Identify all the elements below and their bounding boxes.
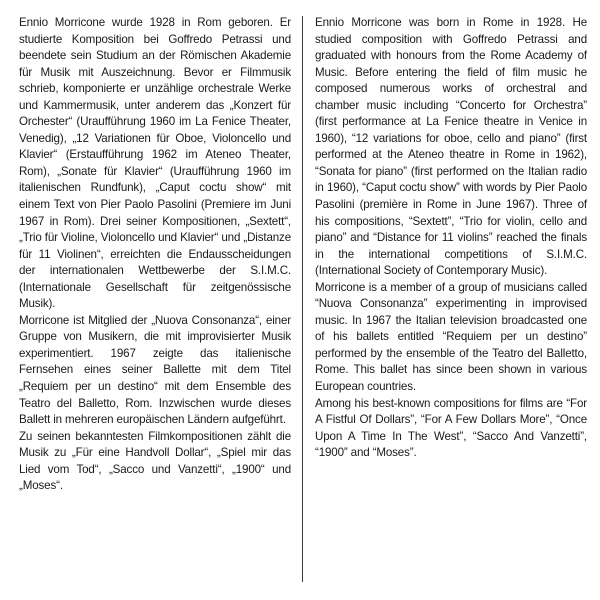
column-divider (302, 16, 303, 582)
german-paragraph-filmography: Zu seinen bekanntesten Filmkompositionen zählt die Musik zu „Für eine Handvoll Dollar“, „Spiel mir das Lied vom Tod“, „Sacco und Vanzetti“, „1900“ und „Moses“. (19, 429, 291, 493)
german-paragraph-consonanza: Morricone ist Mitglied der „Nuova Consonanza“, einer Gruppe von Musikern, die mit improvisierter Musik experimentiert. 1967 zeigte das italienische Fernsehen eines seiner Ballette mit dem Titel „Requiem per un destino“ mit dem Ensemble des Teatro del Balletto, Rom. Inzwischen wurde dieses Ballett in mehreren europäischen Ländern aufgeführt. (19, 313, 291, 427)
english-paragraph-consonanza: Morricone is a member of a group of musicians called “Nuova Consonanza” experimenting in improvised music. In 1967 the Italian television broadcasted one of his ballets entitled “Requiem per un destino” performed by the ensemble of the Teatro del Balletto, Rome. This ballet has since been shown in various European countries. (315, 280, 587, 394)
english-paragraph-biography: Ennio Morricone was born in Rome in 1928. He studied composition with Goffredo Petrassi and graduated with honours from the Rome Academy of Music. Before entering the field of film music he composed numerous works of orchestral and chamber music including “Concerto for Orchestra” (first performance at La Fenice theatre in Venice in 1960), “12 variations for oboe, cello and piano” (first performed at the Ateneo theatre in Rome in 1962), “Sonata for piano” (first performed on the Italian radio in 1960), “Caput coctu show” with words by Pier Paolo Pasolini (première in Rome in June 1967). Three of his compositions, “Sextett”, “Trio for violin, cello and piano” and “Distance for 11 violins” reached the finals in the international competitions of S.I.M.C. (International Society of Contemporary Music). (315, 16, 587, 278)
english-paragraph-filmography: Among his best-known compositions for films are “For A Fistful Of Dollars”, “For A Few Dollars More”, “Once Upon A Time In The West”, “Sacco And Vanzetti”, “1900” and “Moses”. (315, 396, 587, 460)
german-column (19, 15, 291, 495)
english-column (315, 15, 587, 462)
german-paragraph-biography: Ennio Morricone wurde 1928 in Rom geboren. Er studierte Komposition bei Goffredo Petrassi und beendete sein Studium an der Römischen Akademie für Musik mit Auszeichnung. Bevor er Filmmusik schrieb, komponierte er unzählige orchestrale Werke und Kammermusik, unter anderem das „Konzert für Orchester“ (Uraufführung 1960 im La Fenice Theater, Venedig), „12 Variationen für Oboe, Violoncello und Klavier“ (Erstaufführung 1962 im Ateneo Theater, Rom), „Sonate für Klavier“ (Uraufführung 1960 im italienischen Rundfunk), „Caput coctu show“ mit einem Text von Pier Paolo Pasolini (Premiere im Juni 1967 in Rom). Drei seiner Kompositionen, „Sextett“, „Trio für Violine, Violoncello und Klavier“ und „Distanze für 11 Violinen“, erreichten die Endausscheidungen der internationalen Wettbewerbe der S.I.M.C. (Internationale Gesellschaft für zeitgenössische Musik). (19, 16, 291, 311)
